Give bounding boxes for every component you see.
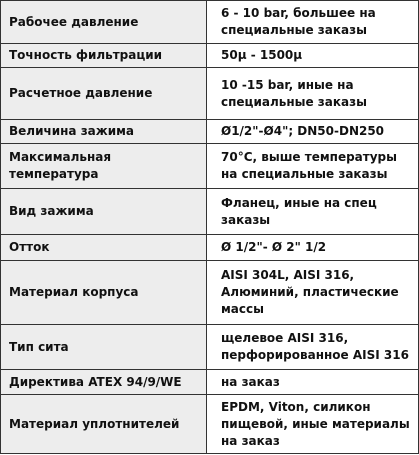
table-row	[1, 395, 419, 454]
spec-value: 50µ - 1500µ	[207, 44, 419, 68]
spec-value: 6 - 10 bar, большее на специальные заказы	[207, 1, 419, 44]
spec-value: щелевое AISI 316, перфорированное AISI 316	[207, 325, 419, 370]
spec-value: AISI 304L, AISI 316, Алюминий, пластические массы	[207, 261, 419, 325]
spec-value: на заказ	[207, 370, 419, 395]
spec-label: Точность фильтрации	[1, 44, 207, 68]
table-row	[1, 370, 419, 395]
table-row	[1, 68, 419, 120]
spec-label: Расчетное давление	[1, 68, 207, 120]
table-row	[1, 235, 419, 261]
spec-label: Материал корпуса	[1, 261, 207, 325]
table-row	[1, 325, 419, 370]
spec-label: Директива ATEX 94/9/WE	[1, 370, 207, 395]
spec-value: 70°C, выше температуры на специальные заказы	[207, 144, 419, 189]
spec-label: Тип сита	[1, 325, 207, 370]
table-row	[1, 144, 419, 189]
spec-value: Фланец, иные на спец заказы	[207, 189, 419, 235]
spec-value: 10 -15 bar, иные на специальные заказы	[207, 68, 419, 120]
spec-value: EPDM, Viton, силикон пищевой, иные материалы на заказ	[207, 395, 419, 454]
spec-value: Ø 1/2"- Ø 2" 1/2	[207, 235, 419, 261]
spec-label: Материал уплотнителей	[1, 395, 207, 454]
spec-label: Вид зажима	[1, 189, 207, 235]
spec-label: Отток	[1, 235, 207, 261]
table-row	[1, 44, 419, 68]
spec-value: Ø1/2"-Ø4"; DN50-DN250	[207, 120, 419, 144]
spec-label: Максимальная температура	[1, 144, 207, 189]
table-row	[1, 1, 419, 44]
spec-label: Величина зажима	[1, 120, 207, 144]
spec-label: Рабочее давление	[1, 1, 207, 44]
table-row	[1, 189, 419, 235]
table-row	[1, 120, 419, 144]
table-row	[1, 261, 419, 325]
